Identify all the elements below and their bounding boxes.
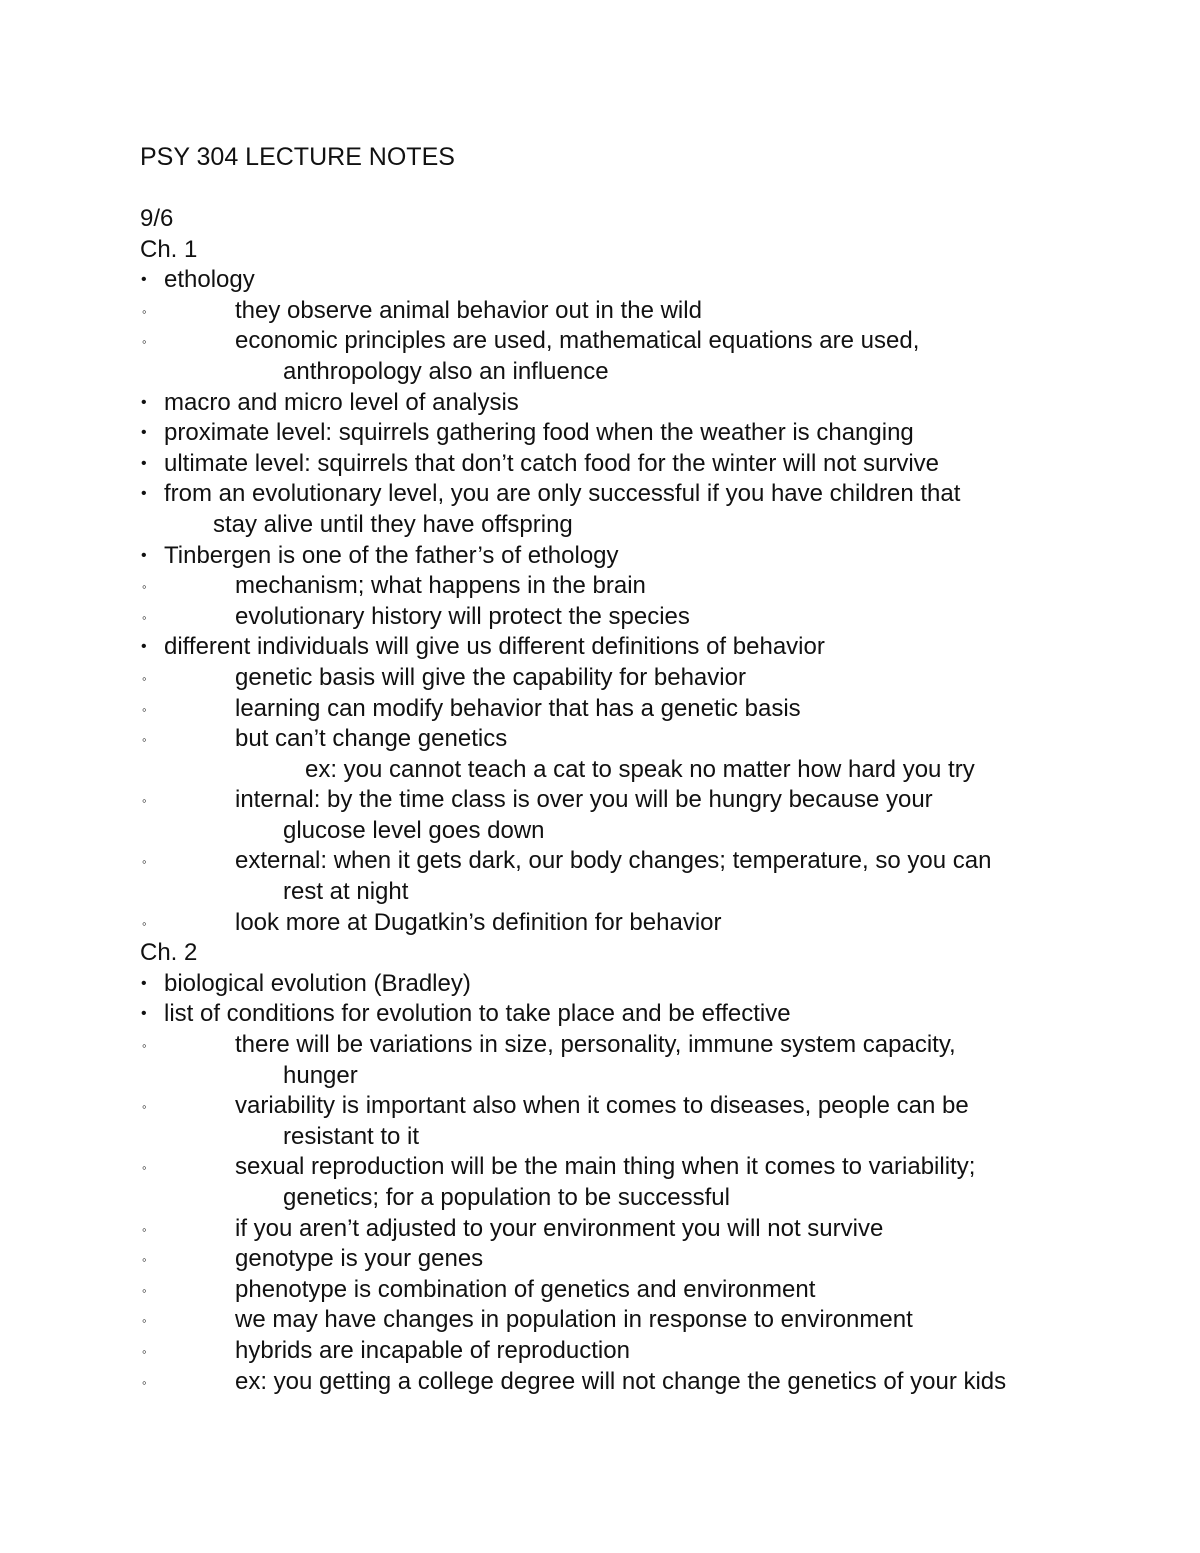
note-line	[140, 969, 1180, 1000]
sub-bullet-icon: ◦	[142, 1343, 147, 1359]
bullet-icon: •	[141, 271, 147, 289]
note-line	[140, 1244, 1180, 1275]
sub-bullet-icon: ◦	[142, 1221, 147, 1237]
sub-bullet-icon: ◦	[142, 1038, 147, 1054]
note-text: they observe animal behavior out in the wild	[235, 296, 702, 324]
sub-bullet-icon: ◦	[142, 793, 147, 809]
bullet-icon: •	[141, 485, 147, 503]
sub-bullet-icon: ◦	[142, 854, 147, 870]
note-line	[140, 1091, 1180, 1122]
note-text: variability is important also when it comes to diseases, people can be	[235, 1092, 969, 1120]
note-line	[140, 418, 1180, 449]
sub-bullet-icon: ◦	[142, 670, 147, 686]
note-line	[140, 571, 1180, 602]
section-heading	[140, 938, 1180, 969]
note-line	[140, 1214, 1180, 1245]
note-text: from an evolutionary level, you are only successful if you have children that	[164, 480, 961, 508]
note-line	[140, 1275, 1180, 1306]
sub-bullet-icon: ◦	[142, 1374, 147, 1390]
note-text: biological evolution (Bradley)	[164, 969, 471, 997]
note-text: anthropology also an influence	[283, 357, 609, 385]
note-text: stay alive until they have offspring	[213, 510, 573, 538]
sub-bullet-icon: ◦	[142, 579, 147, 595]
note-line	[140, 602, 1180, 633]
sub-bullet-icon: ◦	[142, 609, 147, 625]
sub-bullet-icon: ◦	[142, 1313, 147, 1329]
note-line	[140, 265, 1180, 296]
note-line	[140, 785, 1180, 816]
note-text: genotype is your genes	[235, 1245, 484, 1273]
note-line	[140, 877, 1180, 908]
note-text: external: when it gets dark, our body changes; temperature, so you can	[235, 847, 992, 875]
note-text: list of conditions for evolution to take place and be effective	[164, 1000, 791, 1028]
note-text: proximate level: squirrels gathering food when the weather is changing	[164, 419, 914, 447]
note-text: economic principles are used, mathematical equations are used,	[235, 327, 920, 355]
note-text: Tinbergen is one of the father’s of ethology	[164, 541, 619, 569]
sub-bullet-icon: ◦	[142, 1099, 147, 1115]
note-text: 9/6	[140, 205, 174, 232]
note-text: phenotype is combination of genetics and environment	[235, 1275, 816, 1303]
note-text: glucose level goes down	[283, 816, 545, 844]
note-line	[140, 632, 1180, 663]
bullet-icon: •	[141, 424, 147, 442]
note-text: genetics; for a population to be successful	[283, 1184, 730, 1211]
sub-bullet-icon: ◦	[142, 1252, 147, 1268]
note-line	[140, 479, 1180, 510]
sub-bullet-icon: ◦	[142, 303, 147, 319]
note-text: macro and micro level of analysis	[164, 388, 519, 416]
note-line	[140, 1183, 1180, 1214]
note-line	[140, 388, 1180, 419]
bullet-icon: •	[141, 393, 147, 411]
note-line	[140, 1367, 1180, 1398]
note-text: evolutionary history will protect the species	[235, 602, 690, 630]
note-text: we may have changes in population in response to environment	[235, 1306, 913, 1334]
note-text: rest at night	[283, 878, 409, 906]
note-text: ultimate level: squirrels that don’t catch food for the winter will not survive	[164, 449, 940, 477]
note-line	[140, 1305, 1180, 1336]
note-line	[140, 694, 1180, 725]
page-title: PSY 304 LECTURE NOTES	[140, 143, 455, 171]
bullet-icon: •	[141, 1005, 147, 1023]
note-line	[140, 908, 1180, 939]
note-line	[140, 816, 1180, 847]
note-text: hunger	[283, 1061, 358, 1089]
sub-bullet-icon: ◦	[142, 1282, 147, 1298]
note-text: ex: you cannot teach a cat to speak no matter how hard you try	[305, 755, 975, 783]
note-text: look more at Dugatkin’s definition for behavior	[235, 908, 722, 936]
note-text: if you aren’t adjusted to your environment you will not survive	[235, 1214, 884, 1242]
note-line	[140, 541, 1180, 572]
note-text: learning can modify behavior that has a genetic basis	[235, 694, 801, 722]
note-line	[140, 1122, 1180, 1153]
note-line	[140, 999, 1180, 1030]
sub-bullet-icon: ◦	[142, 334, 147, 350]
section-heading	[140, 235, 1180, 266]
note-text: ethology	[164, 266, 255, 294]
lecture-notes-list	[140, 204, 1180, 1397]
note-text: hybrids are incapable of reproduction	[235, 1336, 630, 1364]
note-line	[140, 510, 1180, 541]
note-text: Ch. 1	[140, 235, 198, 263]
section-heading	[140, 204, 1180, 235]
sub-bullet-icon: ◦	[142, 1160, 147, 1176]
note-text: sexual reproduction will be the main thing when it comes to variability;	[235, 1153, 976, 1181]
bullet-icon: •	[141, 546, 147, 564]
note-line	[140, 755, 1180, 786]
bullet-icon: •	[141, 974, 147, 992]
note-text: different individuals will give us different definitions of behavior	[164, 633, 825, 661]
note-line	[140, 296, 1180, 327]
note-line	[140, 1152, 1180, 1183]
note-line	[140, 357, 1180, 388]
note-text: resistant to it	[283, 1122, 420, 1150]
note-text: internal: by the time class is over you will be hungry because your	[235, 786, 933, 814]
sub-bullet-icon: ◦	[142, 915, 147, 931]
note-line	[140, 846, 1180, 877]
note-text: ex: you getting a college degree will not change the genetics of your kids	[235, 1367, 1007, 1395]
note-line	[140, 724, 1180, 755]
sub-bullet-icon: ◦	[142, 701, 147, 717]
note-text: mechanism; what happens in the brain	[235, 572, 646, 600]
note-text: genetic basis will give the capability for behavior	[235, 663, 746, 691]
note-line	[140, 663, 1180, 694]
note-line	[140, 1061, 1180, 1092]
note-line	[140, 1336, 1180, 1367]
note-line	[140, 1030, 1180, 1061]
note-line	[140, 326, 1180, 357]
bullet-icon: •	[141, 454, 147, 472]
sub-bullet-icon: ◦	[142, 732, 147, 748]
bullet-icon: •	[141, 638, 147, 656]
note-line	[140, 449, 1180, 480]
note-text: but can’t change genetics	[235, 725, 508, 753]
note-text: there will be variations in size, personality, immune system capacity,	[235, 1031, 956, 1059]
note-text: Ch. 2	[140, 939, 198, 967]
